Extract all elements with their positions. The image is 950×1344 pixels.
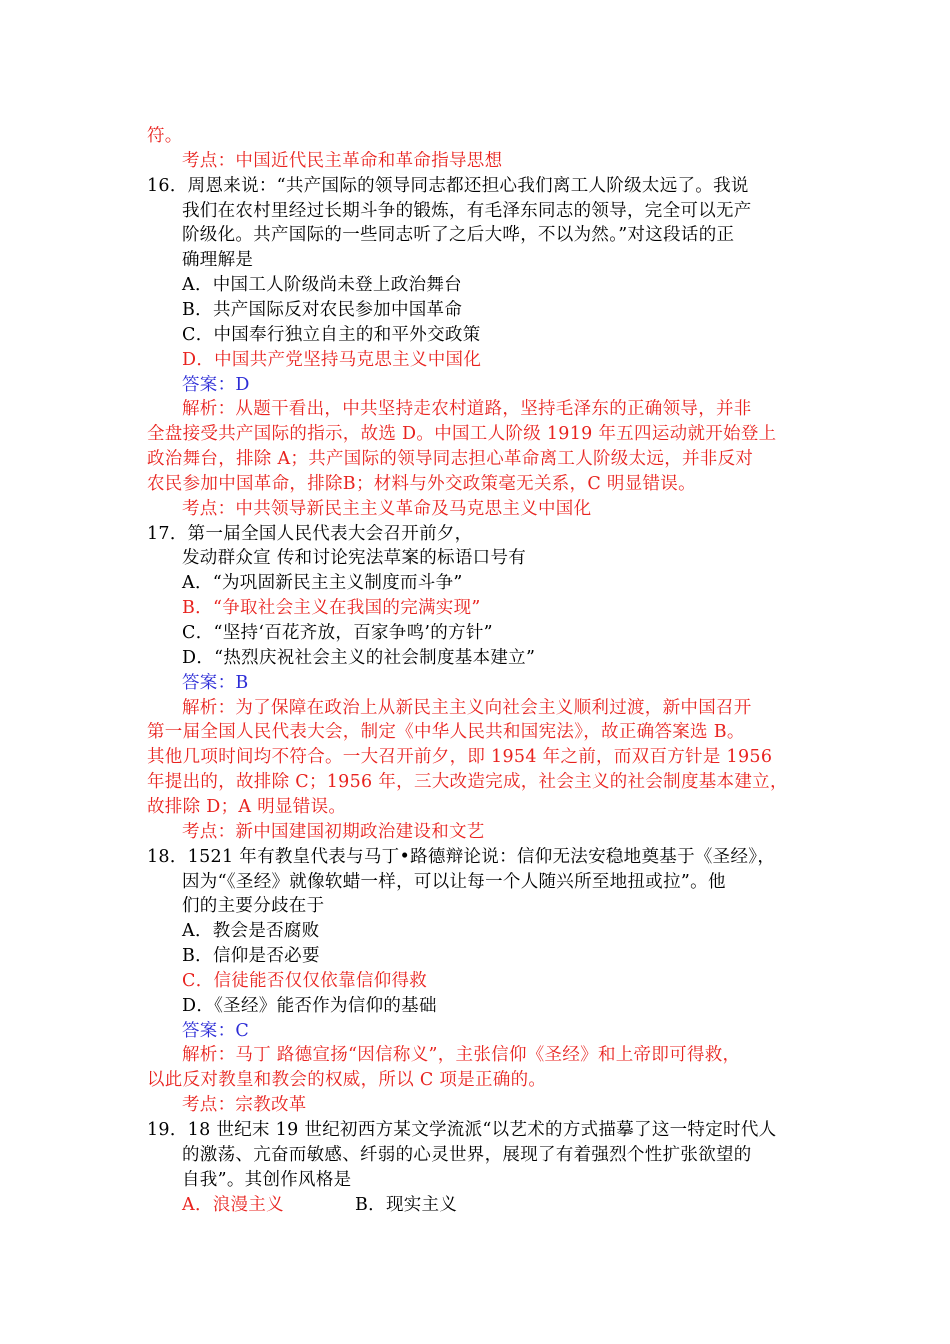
text-line: 发动群众宣 传和讨论宪法草案的标语口号有 bbox=[182, 548, 527, 569]
analysis-line: 解析：从题干看出，中共坚持走农村道路，坚持毛泽东的正确领导，并非 bbox=[182, 399, 752, 420]
answer-line: 答案：C bbox=[182, 1020, 250, 1041]
answer-line: 答案：B bbox=[182, 672, 249, 693]
analysis-line: 全盘接受共产国际的指示，故选 D。中国工人阶级 1919 年五四运动就开始登上 bbox=[147, 424, 777, 445]
option-line: D．《圣经》能否作为信仰的基础 bbox=[182, 995, 437, 1016]
analysis-line: 政治舞台，排除 A；共产国际的领导同志担心革命离工人阶级太远，并非反对 bbox=[147, 449, 754, 470]
option-line: B．信仰是否必要 bbox=[182, 946, 320, 967]
answer-line: 答案：D bbox=[182, 374, 250, 395]
analysis-line: 以此反对教皇和教会的权威，所以 C 项是正确的。 bbox=[147, 1070, 547, 1091]
text-line: 我们在农村里经过长期斗争的锻炼，有毛泽东同志的领导，完全可以无产 bbox=[182, 200, 752, 221]
option-a: A．浪漫主义 bbox=[182, 1194, 284, 1215]
topic-line: 考点：新中国建国初期政治建设和文艺 bbox=[182, 821, 485, 842]
text-line: 阶级化。共产国际的一些同志听了之后大哗，不以为然。”对这段话的正 bbox=[182, 225, 735, 246]
option-line: A．“为巩固新民主主义制度而斗争” bbox=[182, 573, 463, 594]
text-line: 们的主要分歧在于 bbox=[182, 896, 325, 917]
option-line: A．中国工人阶级尚未登上政治舞台 bbox=[182, 275, 462, 296]
question-16-stem: 16．周恩来说：“共产国际的领导同志都还担心我们离工人阶级太远了。我说 bbox=[147, 175, 749, 196]
text-line: 的激荡、亢奋而敏感、纤弱的心灵世界，展现了有着强烈个性扩张欲望的 bbox=[182, 1144, 752, 1165]
text-line: 自我”。其创作风格是 bbox=[182, 1169, 352, 1190]
option-line: B．“争取社会主义在我国的完满实现” bbox=[182, 598, 481, 619]
analysis-line: 年提出的，故排除 C；1956 年，三大改造完成，社会主义的社会制度基本建立， bbox=[147, 772, 788, 793]
option-line: C．中国奉行独立自主的和平外交政策 bbox=[182, 324, 481, 345]
option-line: D．中国共产党坚持马克思主义中国化 bbox=[182, 349, 482, 370]
analysis-line: 解析：马丁 路德宣扬“因信称义”，主张信仰《圣经》和上帝即可得救， bbox=[182, 1045, 741, 1066]
analysis-line: 第一届全国人民代表大会，制定《中华人民共和国宪法》，故正确答案选 B。 bbox=[147, 722, 745, 743]
analysis-line: 故排除 D；A 明显错误。 bbox=[147, 796, 347, 817]
option-line: D．“热烈庆祝社会主义的社会制度基本建立” bbox=[182, 647, 536, 668]
topic-line: 考点：宗教改革 bbox=[182, 1095, 307, 1116]
text-line: 考点：中国近代民主革命和革命指导思想 bbox=[182, 150, 503, 171]
analysis-line: 解析：为了保障在政治上从新民主主义向社会主义顺利过渡，新中国召开 bbox=[182, 697, 752, 718]
question-17-stem: 17．第一届全国人民代表大会召开前夕， bbox=[147, 523, 473, 544]
option-line: C．信徒能否仅仅依靠信仰得救 bbox=[182, 970, 428, 991]
option-line: B．共产国际反对农民参加中国革命 bbox=[182, 299, 463, 320]
question-18-stem: 18．1521 年有教皇代表与马丁•路德辩论说：信仰无法安稳地奠基于《圣经》， bbox=[147, 846, 776, 867]
topic-line: 考点：中共领导新民主主义革命及马克思主义中国化 bbox=[182, 498, 592, 519]
analysis-line: 农民参加中国革命，排除B；材料与外交政策毫无关系，C 明显错误。 bbox=[147, 473, 696, 494]
text-line: 符。 bbox=[147, 126, 183, 146]
text-line: 确理解是 bbox=[182, 250, 254, 271]
question-19-stem: 19．18 世纪末 19 世纪初西方某文学流派“以艺术的方式描摹了这一特定时代人 bbox=[147, 1120, 777, 1140]
option-b: B．现实主义 bbox=[355, 1194, 458, 1215]
analysis-line: 其他几项时间均不符合。一大召开前夕，即 1954 年之前，而双百方针是 1956 bbox=[147, 747, 773, 768]
text-line: 因为“《圣经》就像软蜡一样，可以让每一个人随兴所至地扭或拉”。他 bbox=[182, 871, 726, 892]
option-line: A．教会是否腐败 bbox=[182, 921, 320, 942]
option-line: C．“坚持‘百花齐放，百家争鸣’的方针” bbox=[182, 623, 493, 643]
